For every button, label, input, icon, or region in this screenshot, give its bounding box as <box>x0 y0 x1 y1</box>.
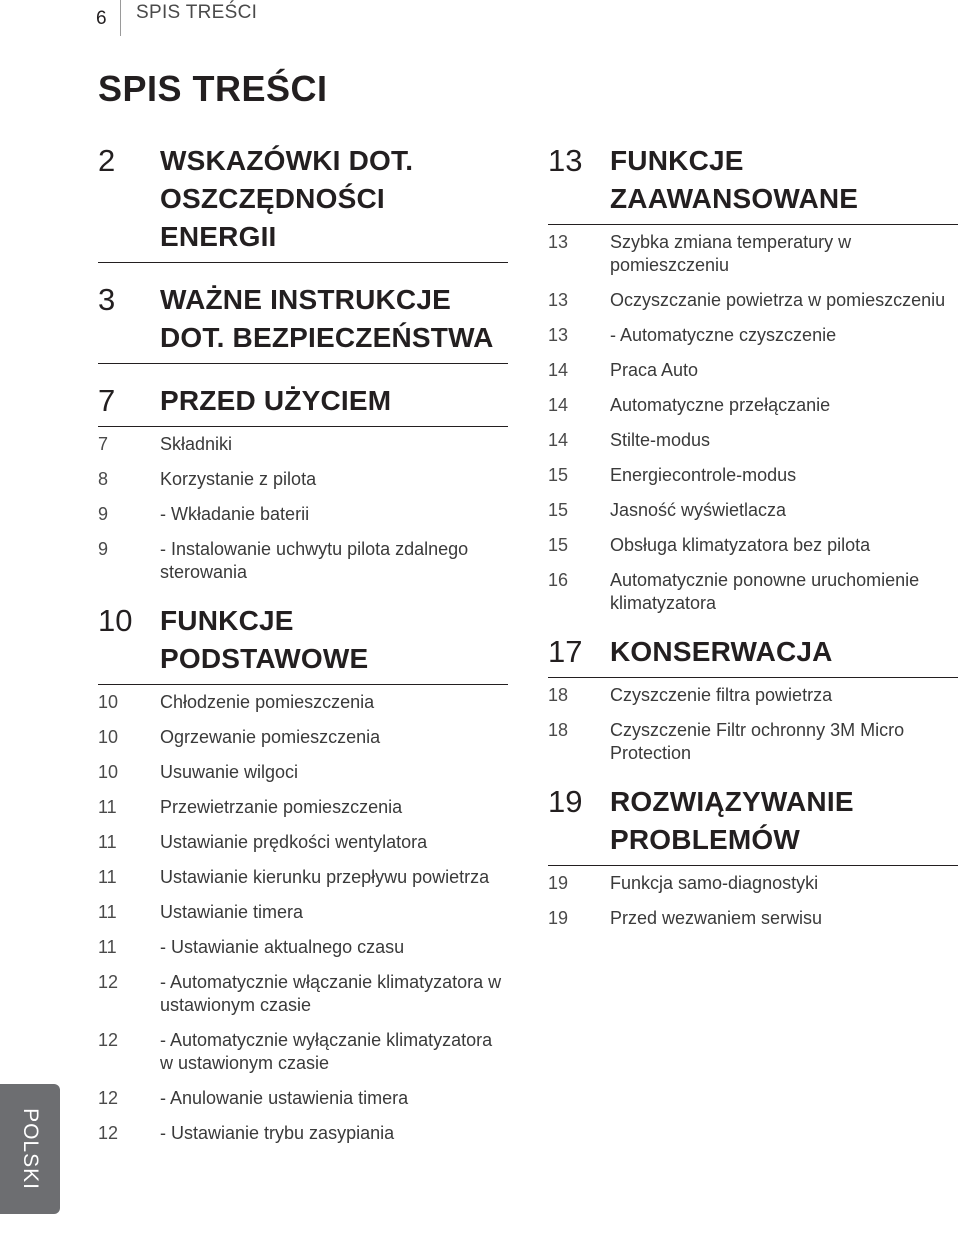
section-page-number: 3 <box>98 282 116 317</box>
toc-entry[interactable] <box>548 534 958 557</box>
entry-text: Czyszczenie Filtr ochronny 3M Micro Protection <box>610 720 905 763</box>
entry-page-number: 11 <box>98 937 117 957</box>
page-title: SPIS TREŚCI <box>98 68 328 109</box>
entry-text: Funkcja samo-diagnostyki <box>610 873 819 893</box>
entry-page-number: 15 <box>548 465 569 485</box>
entry-text: Automatyczne przełączanie <box>610 395 831 415</box>
toc-entry[interactable] <box>98 433 508 456</box>
toc-entry[interactable] <box>98 796 508 819</box>
entry-page-number: 9 <box>98 539 109 559</box>
entry-page-number: 11 <box>98 832 117 852</box>
section-page-number: 7 <box>98 383 116 418</box>
toc-entry[interactable] <box>548 719 958 765</box>
language-tab-label: POLSKI <box>19 1108 42 1190</box>
entry-page-number: 14 <box>548 360 569 380</box>
entry-text: - Wkładanie baterii <box>160 504 310 524</box>
entry-page-number: 15 <box>548 535 569 555</box>
entry-text: - Anulowanie ustawienia timera <box>160 1088 409 1108</box>
toc-entry[interactable] <box>98 1087 508 1110</box>
entry-text: Usuwanie wilgoci <box>160 762 299 782</box>
entry-page-number: 16 <box>548 570 569 590</box>
toc-entry[interactable] <box>98 538 508 584</box>
toc-section <box>98 142 508 263</box>
toc-section-heading[interactable] <box>98 602 508 685</box>
toc-entry[interactable] <box>548 499 958 522</box>
toc-section <box>548 142 958 615</box>
entry-text: Jasność wyświetlacza <box>610 500 787 520</box>
entry-text: Ustawianie kierunku przepływu powietrza <box>160 867 490 887</box>
entry-page-number: 15 <box>548 500 569 520</box>
toc-entry[interactable] <box>98 936 508 959</box>
section-page-number: 13 <box>548 143 583 178</box>
entry-page-number: 19 <box>548 908 569 928</box>
entry-text: Ustawianie timera <box>160 902 304 922</box>
header-divider <box>120 0 121 36</box>
toc-entry[interactable] <box>548 289 958 312</box>
entry-page-number: 9 <box>98 504 109 524</box>
entry-text: - Ustawianie trybu zasypiania <box>160 1123 395 1143</box>
entry-text: Szybka zmiana temperatury w pomieszczeniu <box>610 232 852 275</box>
toc-section <box>548 783 958 930</box>
entry-text: - Ustawianie aktualnego czasu <box>160 937 405 957</box>
toc-entry[interactable] <box>98 1122 508 1145</box>
toc-entry[interactable] <box>98 761 508 784</box>
toc-entry[interactable] <box>548 394 958 417</box>
entry-page-number: 8 <box>98 469 109 489</box>
entry-page-number: 18 <box>548 685 569 705</box>
entry-text: - Automatycznie wyłączanie klimatyzatora w ustawionym czasie <box>160 1030 493 1073</box>
entry-page-number: 19 <box>548 873 569 893</box>
toc-entry[interactable] <box>548 907 958 930</box>
entry-page-number: 11 <box>98 867 117 887</box>
entry-text: Praca Auto <box>610 360 699 380</box>
page-number: 6 <box>96 8 107 29</box>
entry-text: Przed wezwaniem serwisu <box>610 908 823 928</box>
entry-page-number: 18 <box>548 720 569 740</box>
toc-section-heading[interactable] <box>98 142 508 263</box>
entry-text: - Automatycznie włączanie klimatyzatora w ustawionym czasie <box>160 972 502 1015</box>
entry-text: Chłodzenie pomieszczenia <box>160 692 375 712</box>
section-title: FUNKCJE PODSTAWOWE <box>160 605 369 674</box>
toc-section <box>98 602 508 1145</box>
section-page-number: 17 <box>548 634 583 669</box>
toc-section-heading[interactable] <box>548 142 958 225</box>
entry-text: Przewietrzanie pomieszczenia <box>160 797 403 817</box>
toc-entry[interactable] <box>98 726 508 749</box>
entry-text: Energiecontrole-modus <box>610 465 797 485</box>
header-title: SPIS TREŚCI <box>136 2 258 23</box>
toc-entry[interactable] <box>98 468 508 491</box>
toc-entry[interactable] <box>98 1029 508 1075</box>
section-title: FUNKCJE ZAAWANSOWANE <box>610 145 859 214</box>
entry-page-number: 12 <box>98 1088 119 1108</box>
toc-entry[interactable] <box>548 324 958 347</box>
entry-page-number: 10 <box>98 762 119 782</box>
section-title: PRZED UŻYCIEM <box>160 385 392 416</box>
entry-page-number: 11 <box>98 902 117 922</box>
toc-left-column <box>98 142 508 1163</box>
toc-entry[interactable] <box>548 231 958 277</box>
entry-text: Czyszczenie filtra powietrza <box>610 685 833 705</box>
section-title: ROZWIĄZYWANIE PROBLEMÓW <box>610 786 854 855</box>
toc-entry[interactable] <box>548 464 958 487</box>
toc-entry[interactable] <box>548 569 958 615</box>
entry-page-number: 10 <box>98 727 119 747</box>
section-title: WSKAZÓWKI DOT. OSZCZĘDNOŚCI ENERGII <box>160 145 414 252</box>
entry-page-number: 13 <box>548 325 569 345</box>
section-page-number: 2 <box>98 143 116 178</box>
section-page-number: 19 <box>548 784 583 819</box>
toc-section <box>98 281 508 364</box>
entry-page-number: 12 <box>98 972 119 992</box>
toc-entry[interactable] <box>548 429 958 452</box>
section-page-number: 10 <box>98 603 133 638</box>
entry-text: Ogrzewanie pomieszczenia <box>160 727 381 747</box>
section-title: WAŻNE INSTRUKCJE DOT. BEZPIECZEŃSTWA <box>160 284 494 353</box>
entry-text: Stilte-modus <box>610 430 711 450</box>
entry-page-number: 12 <box>98 1030 119 1050</box>
entry-text: Ustawianie prędkości wentylatora <box>160 832 428 852</box>
toc-section-heading[interactable] <box>98 281 508 364</box>
entry-text: Automatycznie ponowne uruchomienie klimatyzatora <box>610 570 920 613</box>
entry-text: Oczyszczanie powietrza w pomieszczeniu <box>610 290 946 310</box>
language-tab <box>0 1084 60 1214</box>
toc-entry[interactable] <box>98 971 508 1017</box>
entry-text: - Automatyczne czyszczenie <box>610 325 837 345</box>
toc-section-heading[interactable] <box>98 382 508 427</box>
toc-section <box>98 382 508 584</box>
toc-section <box>548 633 958 765</box>
toc-entry[interactable] <box>98 691 508 714</box>
entry-page-number: 13 <box>548 290 569 310</box>
entry-page-number: 10 <box>98 692 119 712</box>
entry-page-number: 7 <box>98 434 109 454</box>
entry-text: Składniki <box>160 434 233 454</box>
toc-entry[interactable] <box>548 684 958 707</box>
entry-page-number: 14 <box>548 395 569 415</box>
toc-entry[interactable] <box>98 831 508 854</box>
entry-text: - Instalowanie uchwytu pilota zdalnego sterowania <box>160 539 469 582</box>
entry-page-number: 12 <box>98 1123 119 1143</box>
toc-entry[interactable] <box>548 872 958 895</box>
toc-entry[interactable] <box>548 359 958 382</box>
toc-section-heading[interactable] <box>548 783 958 866</box>
section-title: KONSERWACJA <box>610 636 833 667</box>
entry-page-number: 11 <box>98 797 117 817</box>
toc-section-heading[interactable] <box>548 633 958 678</box>
entry-text: Obsługa klimatyzatora bez pilota <box>610 535 871 555</box>
entry-page-number: 14 <box>548 430 569 450</box>
toc-entry[interactable] <box>98 503 508 526</box>
entry-page-number: 13 <box>548 232 569 252</box>
entry-text: Korzystanie z pilota <box>160 469 317 489</box>
toc-right-column <box>548 142 958 948</box>
toc-entry[interactable] <box>98 901 508 924</box>
toc-entry[interactable] <box>98 866 508 889</box>
